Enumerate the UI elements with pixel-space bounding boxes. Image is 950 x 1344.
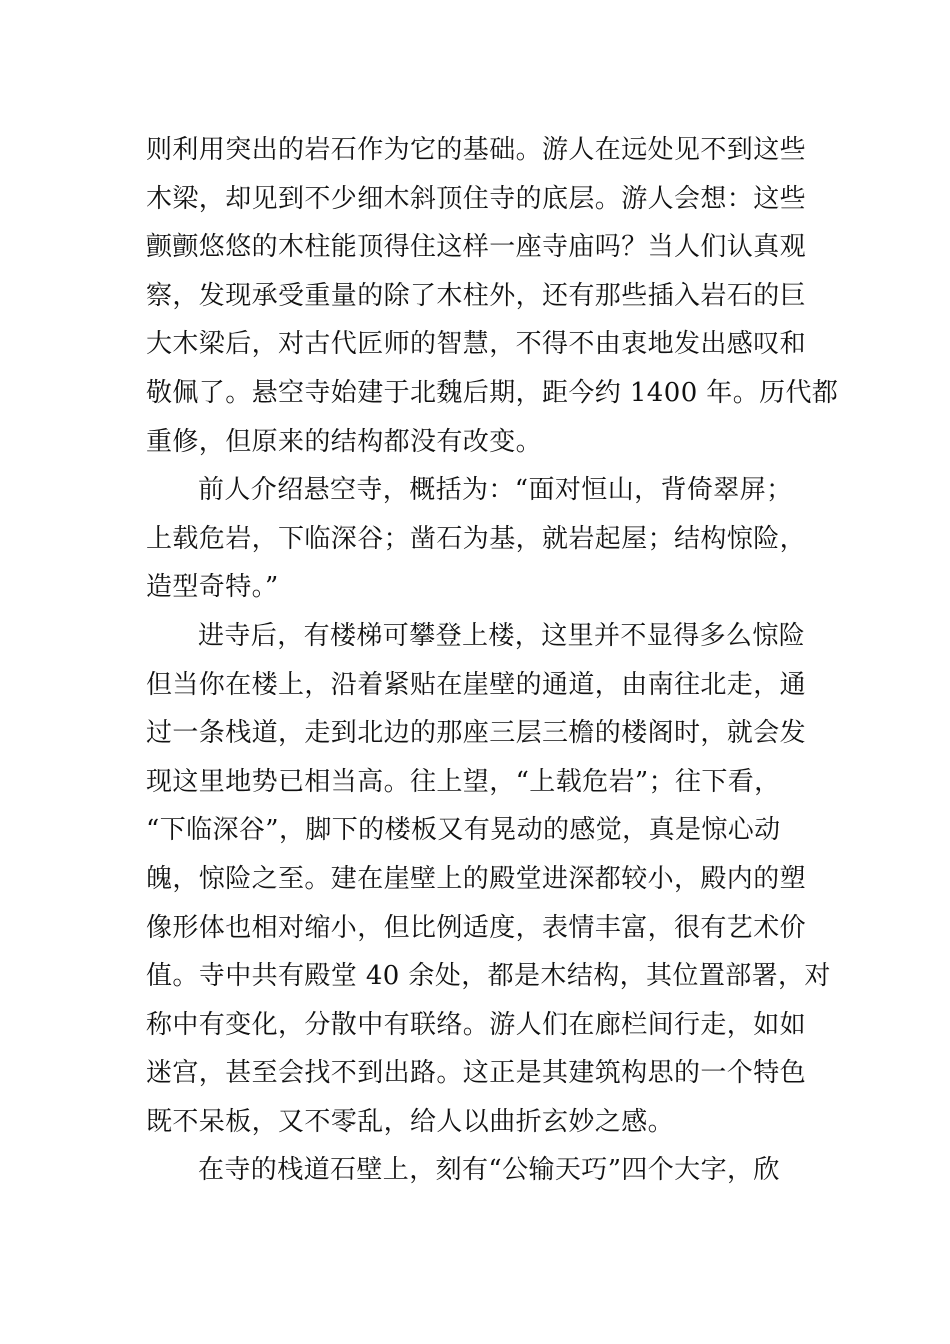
- text-line: 称中有变化，分散中有联络。游人们在廊栏间行走，如如: [146, 1009, 807, 1040]
- text-line: “下临深谷”，脚下的楼板又有晃动的感觉，真是惊心动: [146, 815, 781, 846]
- text-line: 上载危岩，下临深谷；凿石为基，就岩起屋；结构惊险，: [146, 523, 807, 554]
- body-text: [146, 126, 839, 1195]
- text-line: 但当你在楼上，沿着紧贴在崖壁的通道，由南往北走，通: [146, 669, 807, 700]
- text-line: 木梁，却见到不少细木斜顶住寺的底层。游人会想：这些: [146, 183, 807, 214]
- text-line: 魄，惊险之至。建在崖壁上的殿堂进深都较小，殿内的塑: [146, 863, 807, 894]
- text-line: 重修，但原来的结构都没有改变。: [146, 426, 543, 457]
- paragraph-start-line: 在寺的栈道石壁上，刻有“公输天巧”四个大字，欣: [198, 1155, 780, 1186]
- text-line: 既不呆板，又不零乱，给人以曲折玄妙之感。: [146, 1106, 675, 1137]
- text-line: 值。寺中共有殿堂 40 余处，都是木结构，其位置部署，对: [146, 961, 831, 992]
- text-line: 迷宫，甚至会找不到出路。这正是其建筑构思的一个特色: [146, 1058, 807, 1089]
- text-line: 像形体也相对缩小，但比例适度，表情丰富，很有艺术价: [146, 912, 807, 943]
- text-line: 造型奇特。”: [146, 572, 279, 603]
- text-line: 现这里地势已相当高。往上望，“上载危岩”；往下看，: [146, 766, 781, 797]
- text-line: 察，发现承受重量的除了木柱外，还有那些插入岩石的巨: [146, 280, 807, 311]
- paragraph-start-line: 进寺后，有楼梯可攀登上楼，这里并不显得多么惊险: [198, 620, 806, 651]
- text-line: 颤颤悠悠的木柱能顶得住这样一座寺庙吗？当人们认真观: [146, 232, 807, 263]
- text-line: 过一条栈道，走到北边的那座三层三檐的楼阁时，就会发: [146, 718, 807, 749]
- text-line: 敬佩了。悬空寺始建于北魏后期，距今约 1400 年。历代都: [146, 377, 839, 408]
- text-line: 大木梁后，对古代匠师的智慧，不得不由衷地发出感叹和: [146, 329, 807, 360]
- text-line: 则利用突出的岩石作为它的基础。游人在远处见不到这些: [146, 135, 807, 165]
- paragraph-start-line: 前人介绍悬空寺，概括为：“面对恒山，背倚翠屏；: [198, 475, 793, 506]
